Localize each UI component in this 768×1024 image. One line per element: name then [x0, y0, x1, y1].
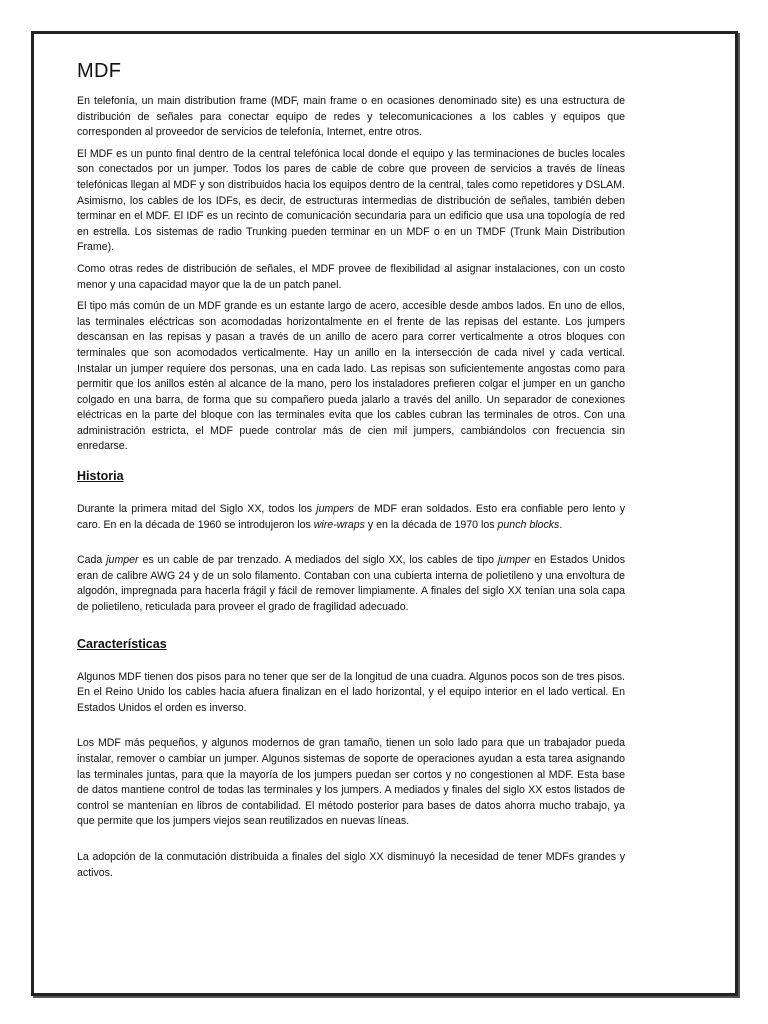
- intro-paragraph-1: En telefonía, un main distribution frame (MDF, main frame o en ocasiones denominado site) es una estructura de distribución de señales para conectar equipo de redes y telecomunicaciones a los cables y equipos que corresponden al proveedor de servicios de telefonía, Internet, entre otros.: [77, 95, 625, 139]
- historia-paragraph-1: Durante la primera mitad del Siglo XX, todos los jumpers de MDF eran soldados. Esto era confiable pero lento y caro. En en la década de 1960 se introdujeron los wire-wraps y en la década de 1970 los punch blocks.: [77, 503, 625, 531]
- caracteristicas-paragraph-1: Algunos MDF tienen dos pisos para no tener que ser de la longitud de una cuadra. Algunos pocos son de tres pisos. En el Reino Unido los cables hacia afuera finalizan en el lado horizontal, y el equipo interior en el lado vertical. En Estados Unidos el orden es inverso.: [77, 670, 625, 714]
- caracteristicas-paragraph-3: La adopción de la conmutación distribuida a finales del siglo XX disminuyó la necesidad de tener MDFs grandes y activos.: [77, 850, 625, 879]
- intro-paragraph-2: El MDF es un punto final dentro de la central telefónica local donde el equipo y las terminaciones de bucles locales son conectados por un jumper. Todos los pares de cable de cobre que proveen de servicios a través de líneas telefónicas llegan al MDF y son distribuidos hacia los equipos dentro de la central, tales como repetidores y DSLAM. Asimismo, los cables de los IDFs, es decir, de estructuras intermedias de distribución de señales, también deben terminar en el MDF. El IDF es un recinto de comunicación secundaria para un edificio que usa una topología de red en estrella. Los sistemas de radio Trunking pueden terminar en un MDF o en un TMDF (Trunk Main Distribution Frame).: [77, 147, 625, 254]
- document-body: [77, 59, 625, 887]
- caracteristicas-paragraph-2: Los MDF más pequeños, y algunos modernos de gran tamaño, tienen un solo lado para que un trabajador pueda instalar, remover o cambiar un jumper. Algunos sistemas de soporte de operaciones ayudan a esta tarea asignando las terminales juntas, para que la mayoría de los jumpers puedan ser cortos y no congestionen al MDF. Esta base de datos mantiene control de todas las terminales y los jumpers. A mediados y finales del siglo XX estos listados de control se mantenían en libros de contabilidad. El método posterior para bases de datos ahorra mucho trabajo, ya que permite que los jumpers viejos sean reutilizados en nuevas líneas.: [77, 737, 625, 828]
- document-title: MDF: [77, 60, 122, 82]
- historia-paragraph-2: Cada jumper es un cable de par trenzado. A mediados del siglo XX, los cables de tipo jumper en Estados Unidos eran de calibre AWG 24 y de un solo filamento. Contaban con una cubierta interna de polietileno y una envoltura de algodón, impregnada para hacerla frágil y fácil de remover limpiamente. A finales del siglo XX tenían una sola capa de polietileno, reticulada para proveer el grado de fragilidad adecuado.: [77, 554, 625, 614]
- historia-heading: Historia: [77, 469, 124, 484]
- caracteristicas-heading: Características: [77, 636, 167, 651]
- intro-paragraph-3: Como otras redes de distribución de señales, el MDF provee de flexibilidad al asignar instalaciones, con un costo menor y una capacidad mayor que la de un patch panel.: [77, 262, 625, 291]
- intro-paragraph-4: El tipo más común de un MDF grande es un estante largo de acero, accesible desde ambos lados. En uno de ellos, las terminales eléctricas son acomodadas horizontalmente en el frente de las repisas del estante. Los jumpers descansan en las repisas y pasan a través de un anillo de acero para correr verticalmente a otros bloques con terminales que son acomodados verticalmente. Hay un anillo en la intersección de cada nivel y cada vertical. Instalar un jumper requiere dos personas, una en cada lado. Las repisas son suficientemente angostas como para permitir que los anillos estén al alcance de la mano, pero los instaladores prefieren colgar el jumper en un gancho colgado en una barra, de forma que su compañero pueda jalarlo a través del anillo. Un separador de conexiones eléctricas en la parte del bloque con las terminales evita que los cables cubran las terminales de otros. Con una administración estricta, el MDF puede controlar más de cien mil jumpers, cambiándolos con frecuencia sin enredarse.: [77, 300, 625, 453]
